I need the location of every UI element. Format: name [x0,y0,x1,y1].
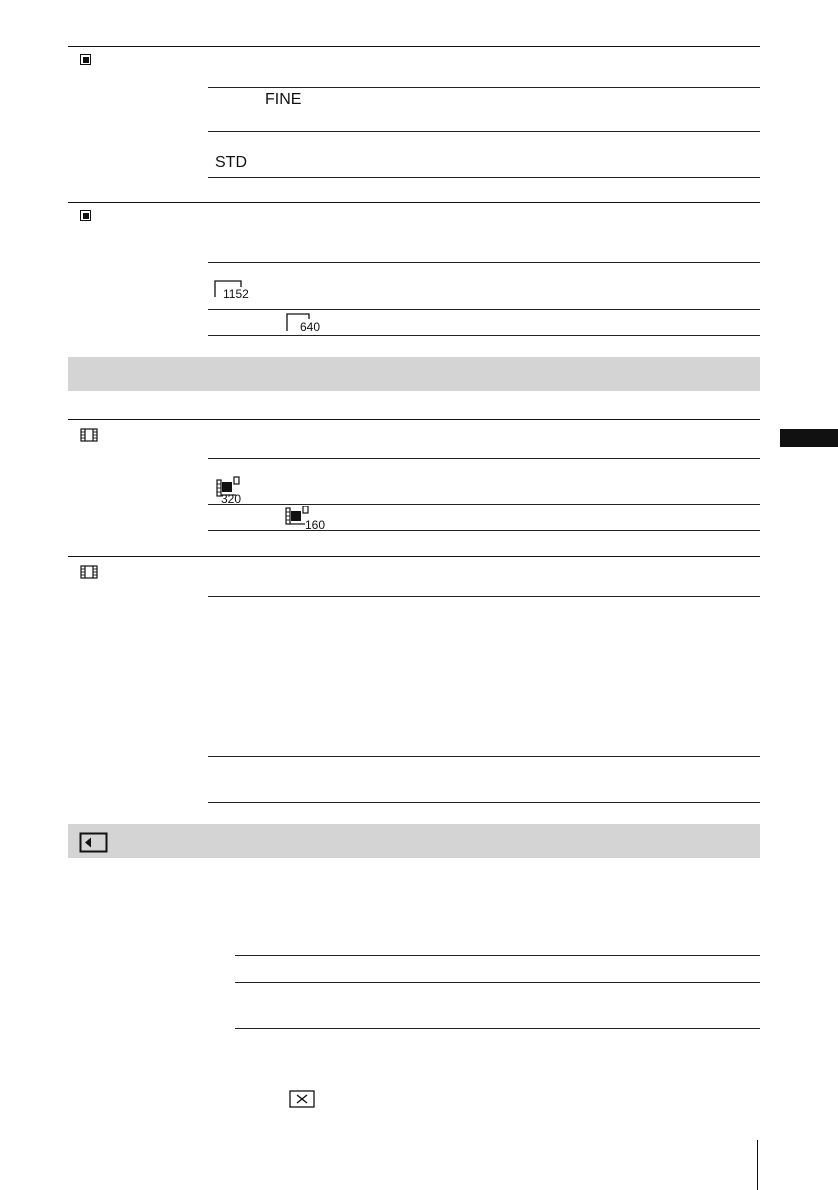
row-divider [208,309,760,310]
film-icon [80,565,98,579]
page-margin-rule [757,1140,758,1190]
section-header-band [68,357,760,391]
still-image-icon [80,54,91,65]
row-divider [208,756,760,757]
image-size-640: 640 [300,320,321,334]
row-divider [235,982,760,983]
section-divider [68,46,760,47]
row-divider [208,131,760,132]
row-divider [208,87,760,88]
row-divider [208,458,760,459]
quality-option-std: STD [215,154,247,171]
x-box-icon [289,1090,315,1108]
row-divider [208,530,760,531]
chapter-tab-marker [780,429,838,447]
row-divider [208,802,760,803]
memory-card-section-band [68,824,760,858]
section-divider [68,202,760,203]
quality-option-fine: FINE [265,91,302,108]
still-image-icon [80,210,91,221]
row-divider [208,335,760,336]
row-divider [208,504,760,505]
row-divider [208,596,760,597]
row-divider [235,1028,760,1029]
row-divider [208,262,760,263]
section-divider [68,556,760,557]
movie-size-320: 320 [221,492,242,506]
memory-card-icon [79,832,109,854]
row-divider [235,955,760,956]
section-divider [68,419,760,420]
film-icon [80,428,98,442]
image-size-1152: 1152 [223,287,249,301]
movie-size-160: 160 [305,518,326,532]
row-divider [208,177,760,178]
